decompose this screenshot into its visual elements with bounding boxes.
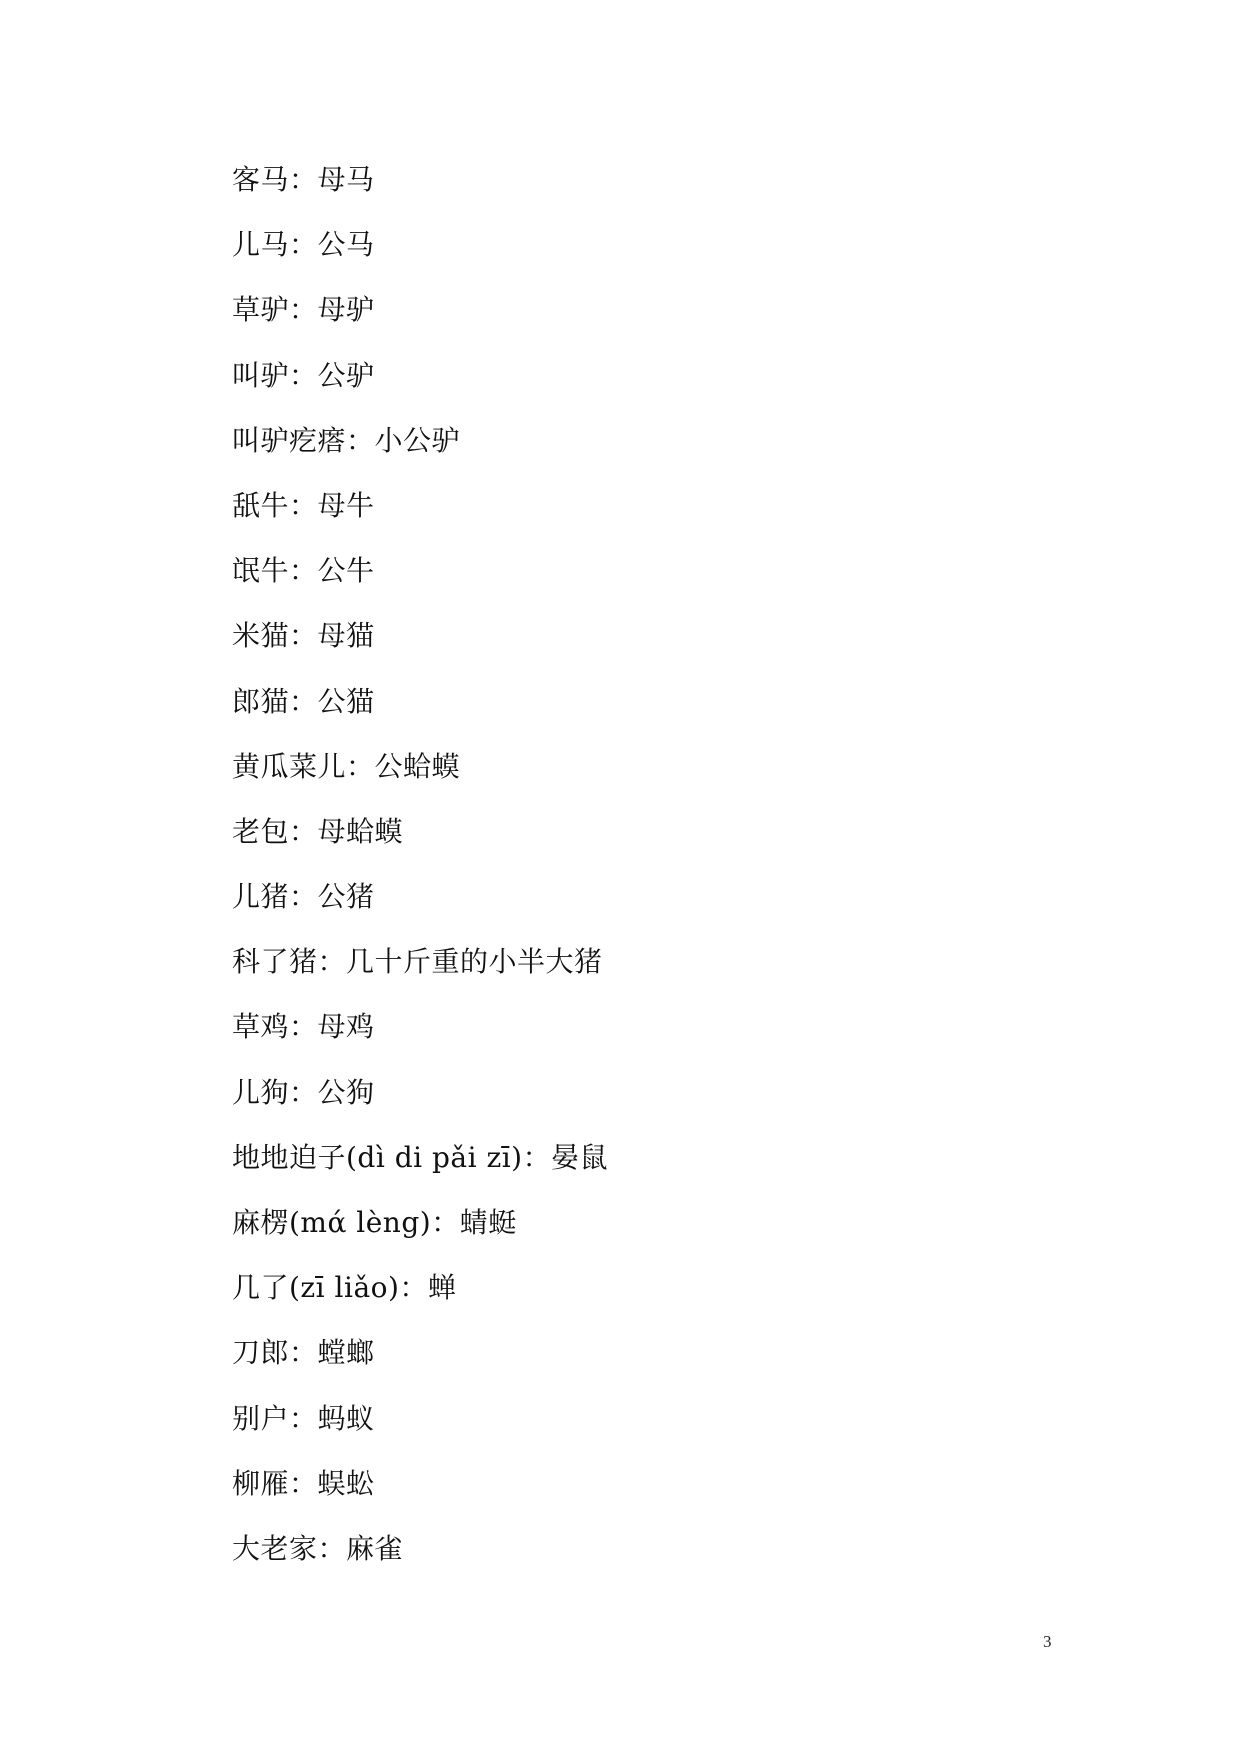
glossary-entry: 几了(zī liǎo)：蝉 (232, 1271, 457, 1305)
glossary-entry: 草驴：母驴 (232, 293, 375, 327)
glossary-entry: 郎猫：公猫 (232, 684, 375, 718)
glossary-entry: 草鸡：母鸡 (232, 1010, 375, 1044)
glossary-entry: 黄瓜菜儿：公蛤蟆 (232, 749, 461, 783)
glossary-entry: 儿猪：公猪 (232, 880, 375, 914)
glossary-entry: 叫驴：公驴 (232, 358, 375, 392)
glossary-entry: 舐牛：母牛 (232, 488, 375, 522)
glossary-entry: 儿狗：公狗 (232, 1075, 375, 1109)
glossary-entry: 儿马：公马 (232, 228, 375, 262)
glossary-entry: 柳雁：蜈蚣 (232, 1466, 375, 1500)
glossary-entry: 刀郎：螳螂 (232, 1336, 375, 1370)
glossary-entry: 米猫：母猫 (232, 619, 375, 653)
page-number: 3 (1043, 1632, 1052, 1651)
glossary-entry: 叫驴疙瘩：小公驴 (232, 423, 461, 457)
glossary-entry: 地地迫子(dì di pǎi zī)：晏鼠 (232, 1140, 609, 1174)
glossary-entry: 麻楞(mά lèng)：蜻蜓 (232, 1206, 517, 1239)
glossary-entry: 客马：母马 (232, 163, 375, 196)
glossary-entry: 大老家：麻雀 (232, 1531, 404, 1565)
glossary-entry: 氓牛：公牛 (232, 554, 375, 588)
glossary-entry: 别户：蚂蚁 (232, 1401, 375, 1435)
glossary-entry: 老包：母蛤蟆 (232, 814, 404, 848)
glossary-list (232, 156, 608, 1590)
glossary-entry: 科了猪：几十斤重的小半大猪 (232, 945, 603, 979)
